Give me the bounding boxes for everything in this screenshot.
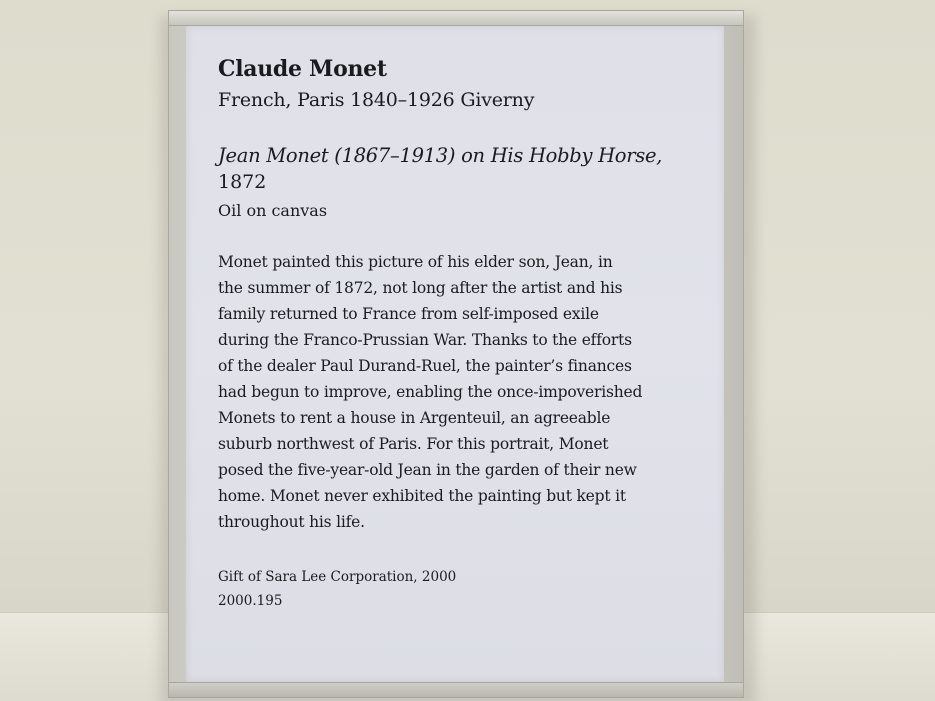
description-line: the summer of 1872, not long after the artist and his bbox=[218, 279, 623, 297]
description-line: had begun to improve, enabling the once-impoverished bbox=[218, 383, 643, 401]
description-line: during the Franco-Prussian War. Thanks to the efforts bbox=[218, 331, 632, 349]
artwork-description bbox=[218, 249, 698, 535]
artist-name: Claude Monet bbox=[218, 56, 387, 82]
artwork-medium: Oil on canvas bbox=[218, 201, 328, 220]
frame-top-rail bbox=[169, 11, 743, 26]
description-line: family returned to France from self-imposed exile bbox=[218, 305, 599, 323]
artist-nationality: French, Paris 1840–1926 Giverny bbox=[218, 89, 535, 111]
description-line: throughout his life. bbox=[218, 513, 365, 531]
description-line: of the dealer Paul Durand-Ruel, the painter’s finances bbox=[218, 357, 632, 375]
description-line: suburb northwest of Paris. For this portrait, Monet bbox=[218, 435, 609, 453]
description-line: Monets to rent a house in Argenteuil, an agreeable bbox=[218, 409, 611, 427]
artwork-date: 1872 bbox=[218, 171, 267, 193]
frame-bottom-rail bbox=[169, 682, 743, 697]
accession-number: 2000.195 bbox=[218, 593, 283, 609]
artwork-title: Jean Monet (1867–1913) on His Hobby Horse, bbox=[218, 144, 663, 167]
description-line: posed the five-year-old Jean in the garden of their new bbox=[218, 461, 637, 479]
description-line: Monet painted this picture of his elder son, Jean, in bbox=[218, 253, 613, 271]
description-line: home. Monet never exhibited the painting but kept it bbox=[218, 487, 626, 505]
credit-line: Gift of Sara Lee Corporation, 2000 bbox=[218, 569, 457, 585]
